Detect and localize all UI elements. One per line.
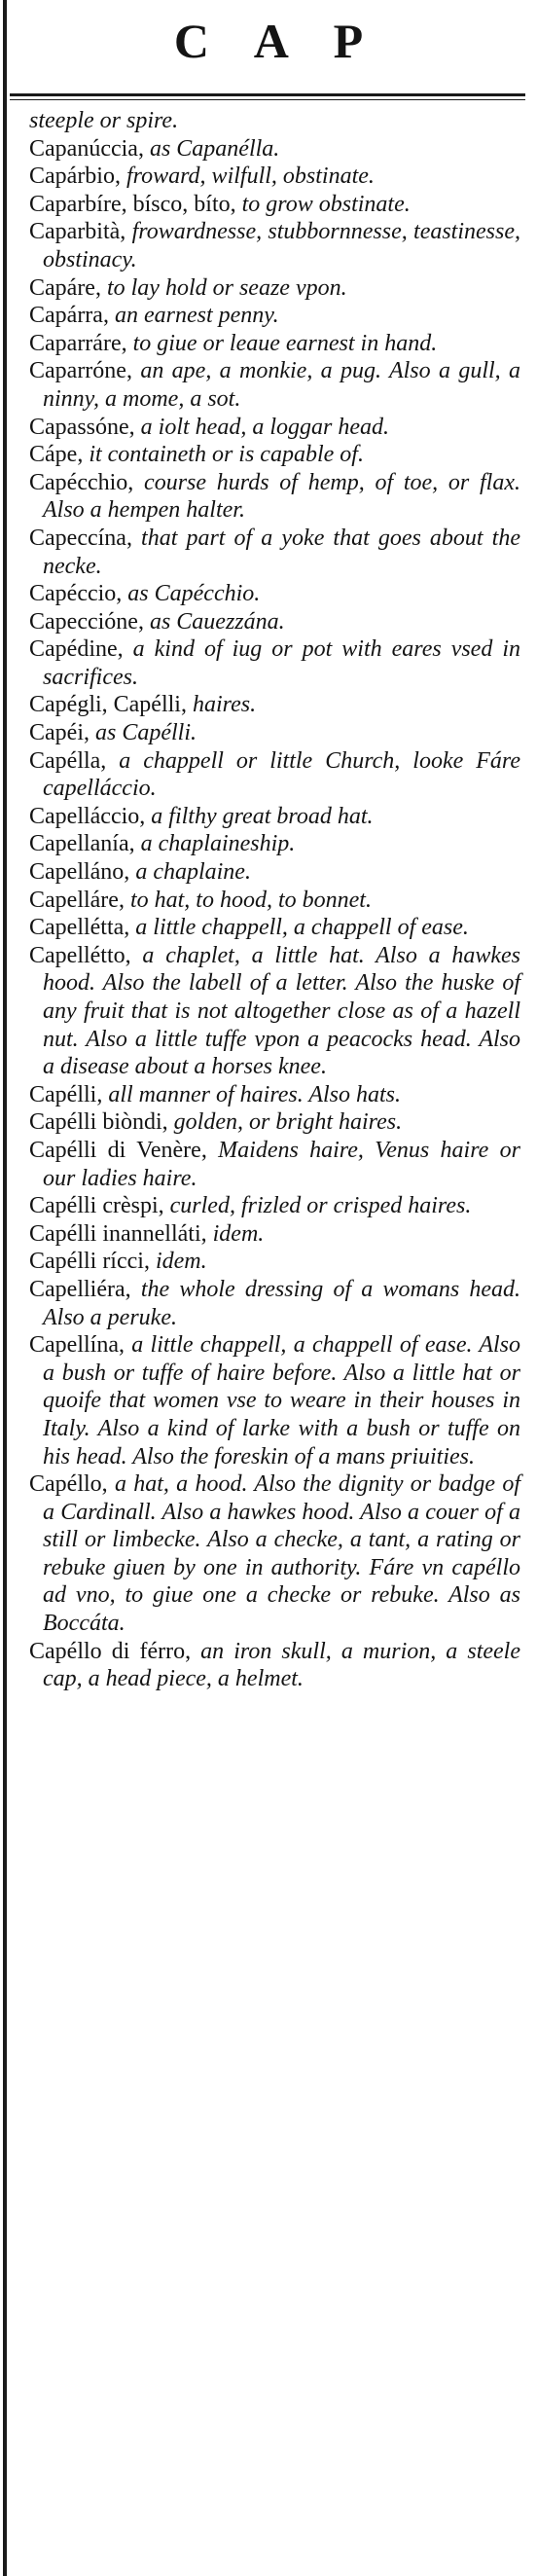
entry-definition: idem. [155, 1249, 207, 1275]
entry-definition: that part of a yoke that goes about the necke. [43, 525, 520, 579]
dictionary-entry [29, 163, 520, 191]
entry-headword: Capéllo, [29, 1471, 108, 1498]
dictionary-entry [29, 608, 520, 636]
entry-definition: a iolt head, a loggar head. [140, 414, 389, 440]
entry-headword: Capanúccia, [29, 135, 144, 162]
entry-definition: Maidens haire, Venus haire or our ladies haire. [43, 1137, 520, 1191]
entry-definition: a chaplaineship. [140, 831, 296, 857]
entry-definition: to hat, to hood, to bonnet. [129, 887, 372, 913]
dictionary-entry [29, 357, 520, 413]
dictionary-entry [29, 719, 520, 747]
entry-definition: a hat, a hood. Also the dignity or badge of a Cardinall. Also a hawkes hood. Also a couer of a still or limbecke. Also a checke, a tant, a rating or rebuke giuen by one in authority. Fáre vn capéllo ad vno, to giue one a checke or rebuke. Also as Boccáta. [43, 1471, 520, 1637]
dictionary-entry [29, 1108, 520, 1137]
dictionary-entry [29, 803, 520, 831]
dictionary-entry [29, 274, 520, 303]
entry-headword: Capélli rícci, [29, 1249, 150, 1275]
dictionary-entries [29, 107, 520, 1693]
entry-headword: Caparróne, [29, 358, 132, 384]
entry-headword: Capellanía, [29, 831, 135, 857]
dictionary-entry [29, 830, 520, 858]
entry-definition: idem. [212, 1220, 265, 1247]
dictionary-entry [29, 914, 520, 942]
entry-definition: steeple or spire. [29, 108, 179, 133]
entry-definition: to grow obstinate. [241, 191, 411, 217]
entry-definition: as Cauezzána. [149, 608, 285, 635]
entry-headword: Capeccióne, [29, 608, 144, 635]
entry-headword: Caparbíre, bísco, bíto, [29, 191, 236, 217]
entry-definition: it containeth or is capable of. [89, 442, 364, 468]
entry-definition: to giue or leaue earnest in hand. [132, 330, 438, 356]
entry-definition: an iron skull, a murion, a steele cap, a head piece, a helmet. [43, 1638, 521, 1692]
dictionary-entry [29, 414, 520, 442]
entry-headword: Capélli crèspi, [29, 1193, 164, 1219]
entry-definition: curled, frizled or crisped haires. [169, 1193, 472, 1219]
dictionary-entry [29, 302, 520, 330]
entry-definition: haires. [192, 692, 257, 718]
entry-definition: a filthy great broad hat. [151, 803, 374, 829]
entry-headword: Cápe, [29, 442, 84, 468]
entry-headword: Capélli, [29, 1081, 103, 1107]
entry-definition: the whole dressing of a womans head. Also a peruke. [43, 1276, 520, 1330]
entry-headword: Capelláre, [29, 887, 125, 913]
dictionary-entry [29, 942, 520, 1081]
entry-definition: a kind of iug or pot with eares vsed in sacrifices. [43, 636, 520, 690]
entry-definition: a little chappell, a chappell of ease. [135, 915, 469, 941]
entry-definition: froward, wilfull, obstinate. [125, 163, 375, 190]
entry-headword: Capellétto, [29, 942, 131, 968]
dictionary-entry [29, 1192, 520, 1220]
dictionary-entry [29, 747, 520, 803]
entry-definition: an ape, a monkie, a pug. Also a gull, a ninny, a mome, a sot. [43, 358, 521, 412]
header-rule [10, 93, 525, 96]
entry-definition: to lay hold or seaze vpon. [106, 274, 347, 301]
entry-definition: a chappell or little Church, looke Fáre capelláccio. [43, 747, 520, 802]
dictionary-entry [29, 1248, 520, 1276]
entry-headword: Capéccio, [29, 581, 123, 607]
entry-definition: frowardnesse, stubbornnesse, teastinesse, obstinacy. [43, 219, 521, 272]
entry-headword: Capécchio, [29, 469, 134, 495]
entry-headword: Capelláccio, [29, 803, 146, 829]
dictionary-entry [29, 691, 520, 719]
dictionary-entry [29, 887, 520, 915]
entry-definition: golden, or bright haires. [173, 1109, 403, 1136]
entry-headword: Capéi, [29, 720, 90, 746]
entry-definition: an earnest penny. [114, 303, 279, 329]
dictionary-entry [29, 469, 520, 525]
dictionary-entry [29, 107, 520, 135]
dictionary-entry [29, 1638, 520, 1693]
entry-headword: Capassóne, [29, 414, 135, 440]
dictionary-entry [29, 191, 520, 219]
dictionary-entry [29, 525, 520, 580]
entry-headword: Capélli biòndi, [29, 1109, 168, 1136]
header-rule-thin [10, 99, 525, 100]
entry-headword: Capélli di Venère, [29, 1137, 207, 1163]
entry-headword: Capelliéra, [29, 1276, 131, 1302]
entry-headword: Capelláno, [29, 859, 130, 886]
entry-headword: Capellína, [29, 1332, 125, 1359]
entry-definition: as Capélli. [94, 720, 197, 746]
dictionary-entry [29, 1470, 520, 1638]
entry-headword: Capáre, [29, 274, 101, 301]
page-header [0, 0, 537, 97]
entry-headword: Caparbità, [29, 219, 126, 245]
dictionary-entry [29, 441, 520, 469]
dictionary-entry [29, 218, 520, 273]
entry-definition: as Capanélla. [149, 135, 280, 162]
entry-headword: Capárra, [29, 303, 109, 329]
dictionary-entry [29, 635, 520, 691]
entry-headword: Capeccína, [29, 525, 132, 551]
entry-definition: as Capécchio. [127, 581, 261, 607]
entry-headword: Capárbio, [29, 163, 121, 190]
dictionary-entry [29, 135, 520, 163]
entry-headword: Capélli inannelláti, [29, 1220, 207, 1247]
entry-headword: Capellétta, [29, 915, 130, 941]
entry-headword: Capélla, [29, 747, 107, 774]
dictionary-entry [29, 858, 520, 887]
dictionary-entry [29, 1276, 520, 1331]
dictionary-entry [29, 330, 520, 358]
running-head: C A P [173, 14, 381, 68]
entry-definition: a chaplet, a little hat. Also a hawkes hood. Also the labell of a letter. Also the huske of any fruit that is not altogether close as of a hazell nut. Also a little tuffe vpon a peacocks head. Also a disease about a horses knee. [43, 942, 521, 1080]
dictionary-entry [29, 580, 520, 608]
dictionary-entry [29, 1081, 520, 1109]
dictionary-entry [29, 1220, 520, 1249]
entry-headword: Capégli, Capélli, [29, 692, 187, 718]
entry-headword: Caparráre, [29, 330, 127, 356]
left-border-rule [3, 0, 7, 2576]
entry-headword: Capédine, [29, 636, 124, 663]
dictionary-entry [29, 1137, 520, 1192]
dictionary-entry [29, 1331, 520, 1470]
entry-headword: Capéllo di férro, [29, 1638, 192, 1664]
entry-definition: course hurds of hemp, of toe, or flax. Also a hempen halter. [43, 469, 520, 524]
entry-definition: a little chappell, a chappell of ease. Also a bush or tuffe of haire before. Also a little hat or quoife that women vse to weare in their houses in Italy. Also a kind of larke with a bush or tuffe on his head. Also the foreskin of a mans priuities. [43, 1332, 520, 1469]
entry-definition: all manner of haires. Also hats. [108, 1081, 402, 1107]
entry-definition: a chaplaine. [135, 859, 251, 886]
